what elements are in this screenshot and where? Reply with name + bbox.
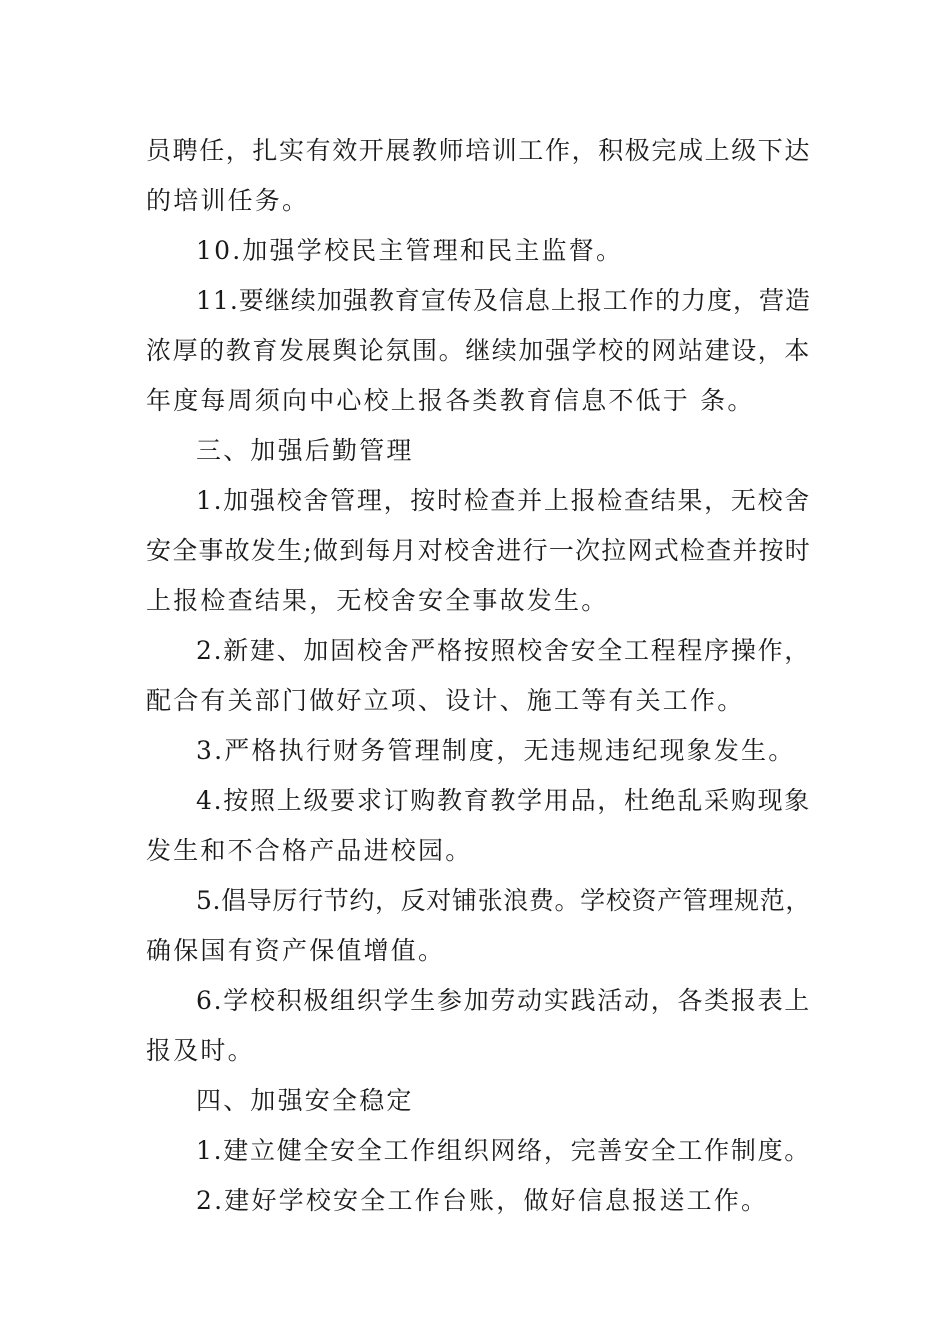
text-line: 6.学校积极组织学生参加劳动实践活动，各类报表上: [196, 986, 811, 1015]
text-line: 发生和不合格产品进校园。: [146, 836, 473, 865]
section-heading: 四、加强安全稳定: [196, 1086, 414, 1115]
text-line: 报及时。: [146, 1036, 255, 1065]
text-line: 5.倡导厉行节约，反对铺张浪费。学校资产管理规范，: [196, 886, 811, 915]
text-line: 11.要继续加强教育宣传及信息上报工作的力度，营造: [196, 286, 811, 315]
document-body: [146, 126, 811, 1226]
text-line: 1.建立健全安全工作组织网络，完善安全工作制度。: [196, 1136, 811, 1165]
text-line: 10.加强学校民主管理和民主监督。: [196, 236, 624, 265]
text-line: 员聘任，扎实有效开展教师培训工作，积极完成上级下达: [146, 136, 811, 165]
text-line: 的培训任务。: [146, 186, 310, 215]
text-line: 4.按照上级要求订购教育教学用品，杜绝乱采购现象: [196, 786, 811, 815]
text-line: 2.新建、加固校舍严格按照校舍安全工程程序操作，: [196, 636, 811, 665]
text-line: 浓厚的教育发展舆论氛围。继续加强学校的网站建设，本: [146, 336, 811, 365]
text-line: 上报检查结果，无校舍安全事故发生。: [146, 586, 609, 615]
text-line: 配合有关部门做好立项、设计、施工等有关工作。: [146, 686, 745, 715]
text-line: 3.严格执行财务管理制度，无违规违纪现象发生。: [196, 736, 796, 765]
text-line: 安全事故发生;做到每月对校舍进行一次拉网式检查并按时: [146, 536, 811, 565]
text-line: 年度每周须向中心校上报各类教育信息不低于 条。: [146, 386, 755, 415]
text-line: 2.建好学校安全工作台账，做好信息报送工作。: [196, 1186, 769, 1215]
section-heading: 三、加强后勤管理: [196, 436, 414, 465]
text-line: 确保国有资产保值增值。: [146, 936, 446, 965]
text-line: 1.加强校舍管理，按时检查并上报检查结果，无校舍: [196, 486, 811, 515]
